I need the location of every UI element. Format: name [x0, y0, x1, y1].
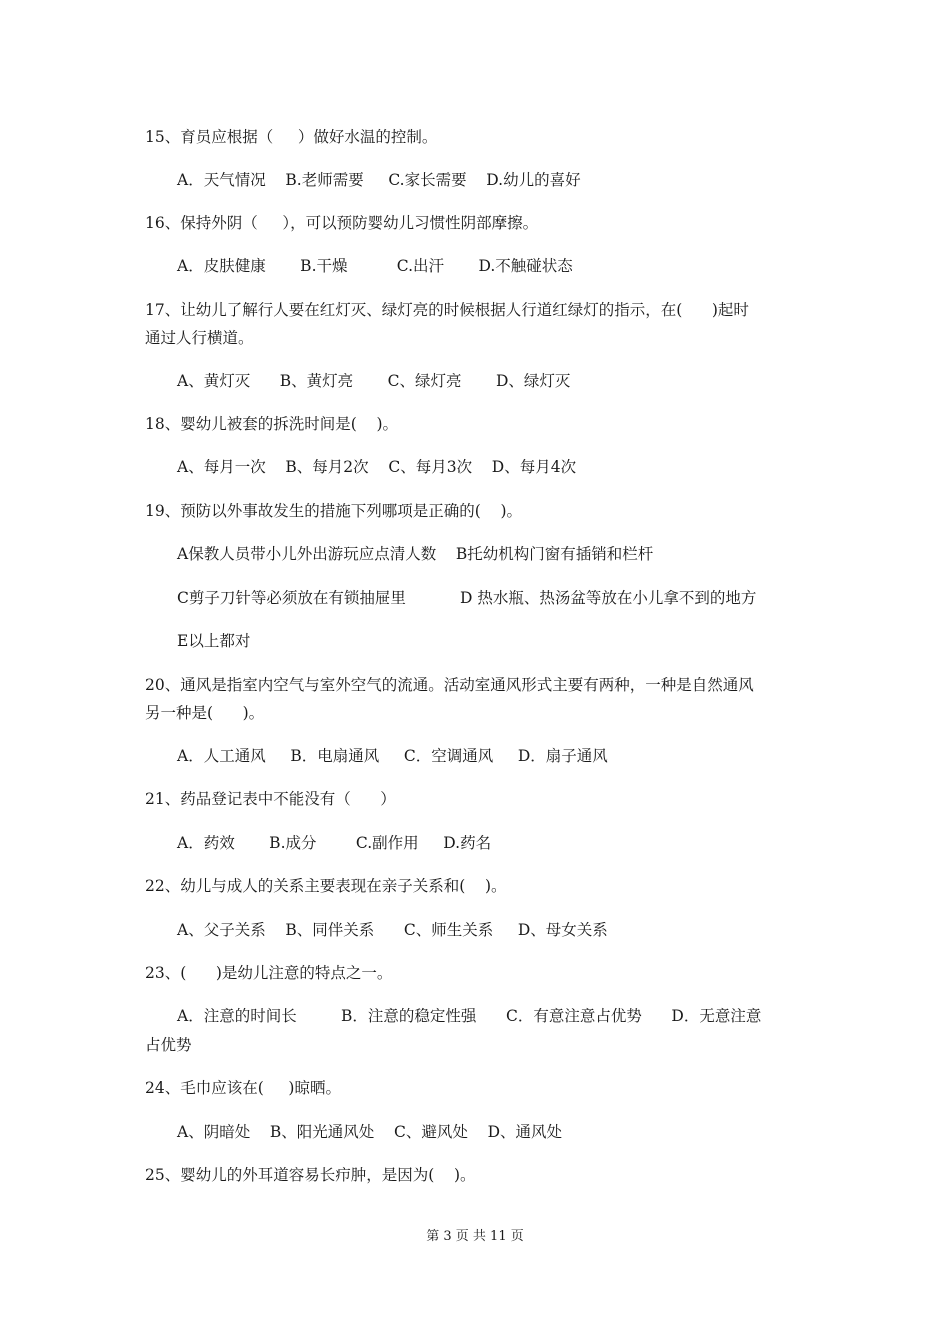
- question-24-options: A、阴暗处 B、阳光通风处 C、避风处 D、通风处: [177, 1123, 562, 1141]
- question-21: 21、药品登记表中不能没有（ ）: [145, 790, 396, 808]
- page-number-footer: 第 3 页 共 11 页: [426, 1229, 524, 1244]
- question-17: 17、让幼儿了解行人要在红灯灭、绿灯亮的时候根据人行道红绿灯的指示，在( )起时: [145, 301, 749, 319]
- question-25: 25、婴幼儿的外耳道容易长疖肿，是因为( )。: [145, 1166, 476, 1184]
- question-15-options: A．天气情况 B.老师需要 C.家长需要 D.幼儿的喜好: [177, 171, 581, 189]
- question-20-options: A．人工通风 B．电扇通风 C．空调通风 D．扇子通风: [177, 747, 608, 765]
- question-20-cont: 另一种是( )。: [145, 704, 265, 722]
- question-23: 23、( )是幼儿注意的特点之一。: [145, 964, 393, 982]
- question-20: 20、通风是指室内空气与室外空气的流通。活动室通风形式主要有两种，一种是自然通风: [145, 676, 754, 694]
- question-16-options: A．皮肤健康 B.干燥 C.出汗 D.不触碰状态: [177, 257, 573, 275]
- question-18-options: A、每月一次 B、每月2次 C、每月3次 D、每月4次: [177, 458, 577, 476]
- question-18: 18、婴幼儿被套的拆洗时间是( )。: [145, 415, 399, 433]
- question-24: 24、毛巾应该在( )晾晒。: [145, 1079, 341, 1097]
- question-22: 22、幼儿与成人的关系主要表现在亲子关系和( )。: [145, 877, 507, 895]
- question-22-options: A、父子关系 B、同伴关系 C、师生关系 D、母女关系: [177, 921, 608, 939]
- question-21-options: A．药效 B.成分 C.副作用 D.药名: [177, 834, 492, 852]
- question-19-options-ab: A保教人员带小儿外出游玩应点清人数 B托幼机构门窗有插销和栏杆: [177, 545, 654, 563]
- question-23-options: A．注意的时间长 B．注意的稳定性强 C．有意注意占优势 D．无意注意: [177, 1007, 762, 1025]
- question-16: 16、保持外阴（ ），可以预防婴幼儿习惯性阴部摩擦。: [145, 214, 539, 232]
- question-15: 15、育员应根据（ ）做好水温的控制。: [145, 128, 438, 146]
- question-17-options: A、黄灯灭 B、黄灯亮 C、绿灯亮 D、绿灯灭: [177, 372, 571, 390]
- question-17-cont: 通过人行横道。: [145, 329, 254, 347]
- question-23-options-cont: 占优势: [145, 1036, 192, 1054]
- question-19: 19、预防以外事故发生的措施下列哪项是正确的( )。: [145, 502, 523, 520]
- question-19-options-cd: C剪子刀针等必须放在有锁抽屉里 D 热水瓶、热汤盆等放在小儿拿不到的地方: [177, 589, 757, 607]
- question-19-option-e: E以上都对: [177, 632, 251, 650]
